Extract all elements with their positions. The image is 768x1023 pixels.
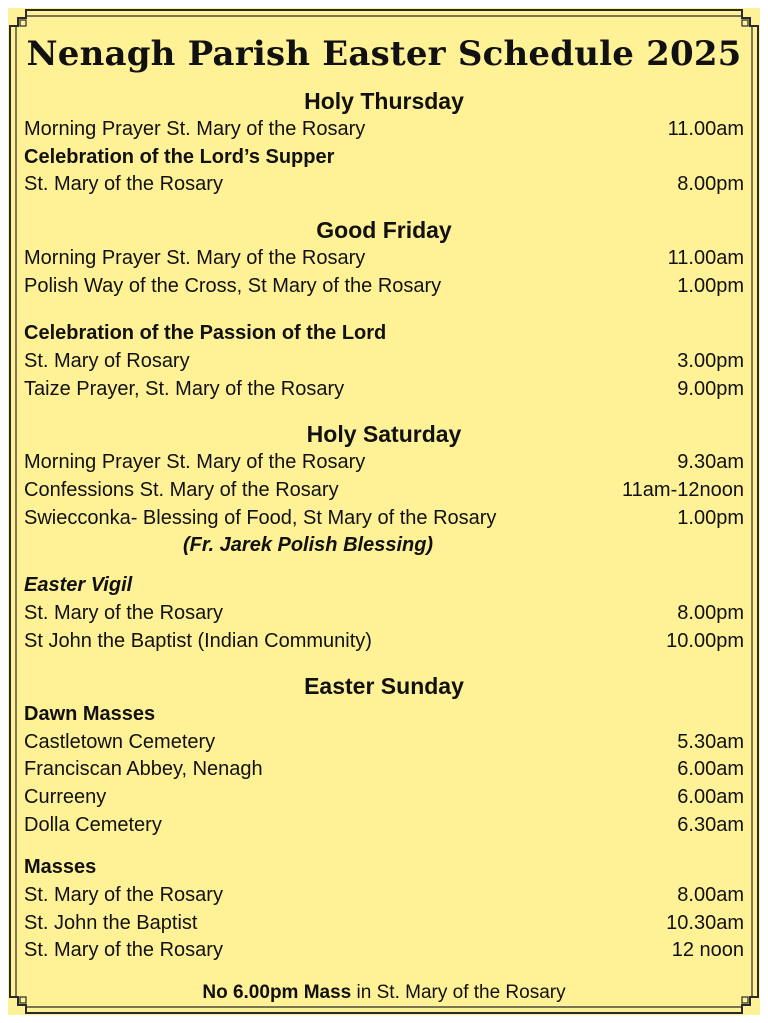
service-name: Morning Prayer St. Mary of the Rosary [24, 247, 366, 269]
service-name: Confessions St. Mary of the Rosary [24, 479, 339, 501]
service-name: Castletown Cemetery [24, 731, 216, 753]
heading-holy-thursday: Holy Thursday [304, 88, 464, 114]
service-time: 8.00pm [677, 602, 744, 624]
service-name: St. Mary of the Rosary [24, 173, 223, 195]
service-time: 11am-12noon [622, 479, 744, 501]
service-time: 6.00am [677, 758, 744, 780]
service-time: 8.00pm [677, 173, 744, 195]
list-item [24, 348, 744, 374]
list-item [24, 756, 744, 782]
heading-good-friday: Good Friday [316, 217, 452, 243]
heading-easter-sunday: Easter Sunday [304, 673, 464, 699]
list-item [24, 910, 744, 936]
service-time: 3.00pm [677, 350, 744, 372]
list-item [24, 449, 744, 475]
subheading-dawn-masses: Dawn Masses [24, 703, 156, 725]
service-name: Swiecconka- Blessing of Food, St Mary of the Rosary [24, 507, 497, 529]
service-time: 10.30am [666, 912, 744, 934]
footer-emphasis: No 6.00pm Mass [202, 982, 352, 1003]
service-name: Morning Prayer St. Mary of the Rosary [24, 118, 366, 140]
list-item [24, 273, 744, 299]
service-time: 5.30am [677, 731, 744, 753]
service-time: 6.30am [677, 814, 744, 836]
footer-text: in St. Mary of the Rosary [351, 982, 566, 1003]
polish-blessing-note: (Fr. Jarek Polish Blessing) [183, 534, 434, 556]
subheading-passion: Celebration of the Passion of the Lord [24, 322, 387, 344]
list-item [24, 116, 744, 142]
service-name: Taize Prayer, St. Mary of the Rosary [24, 378, 345, 400]
service-time: 1.00pm [677, 275, 744, 297]
service-name: Franciscan Abbey, Nenagh [24, 758, 263, 780]
list-item [24, 600, 744, 626]
service-name: St. Mary of Rosary [24, 350, 190, 372]
subheading-lords-supper: Celebration of the Lord’s Supper [24, 146, 335, 168]
service-time: 9.00pm [677, 378, 744, 400]
list-item [24, 171, 744, 197]
service-time: 12 noon [671, 939, 744, 961]
service-name: Dolla Cemetery [24, 814, 162, 836]
page-title: Nenagh Parish Easter Schedule 2025 [26, 34, 742, 74]
schedule-poster [8, 8, 760, 1015]
service-name: St. Mary of the Rosary [24, 939, 223, 961]
service-time: 6.00am [677, 786, 744, 808]
service-name: St. Mary of the Rosary [24, 602, 223, 624]
list-item [24, 628, 744, 654]
service-time: 8.00am [677, 884, 744, 906]
service-name: St. Mary of the Rosary [24, 884, 223, 906]
service-time: 10.00pm [666, 630, 744, 652]
service-name: Polish Way of the Cross, St Mary of the Rosary [24, 275, 442, 297]
service-time: 1.00pm [677, 507, 744, 529]
service-name: Curreeny [24, 786, 107, 808]
list-item [24, 729, 744, 755]
list-item [24, 477, 744, 503]
list-item [24, 812, 744, 838]
service-name: St John the Baptist (Indian Community) [24, 630, 372, 652]
list-item [24, 505, 744, 531]
subheading-easter-vigil: Easter Vigil [24, 574, 133, 596]
heading-holy-saturday: Holy Saturday [306, 421, 462, 447]
footer-notice [8, 980, 760, 1006]
service-time: 11.00am [667, 247, 744, 269]
list-item [24, 784, 744, 810]
service-time: 9.30am [677, 451, 744, 473]
list-item [24, 882, 744, 908]
service-name: Morning Prayer St. Mary of the Rosary [24, 451, 366, 473]
service-name: St. John the Baptist [24, 912, 198, 934]
list-item [24, 937, 744, 963]
subheading-masses: Masses [24, 856, 97, 878]
service-time: 11.00am [667, 118, 744, 140]
list-item [24, 376, 744, 402]
list-item [24, 245, 744, 271]
